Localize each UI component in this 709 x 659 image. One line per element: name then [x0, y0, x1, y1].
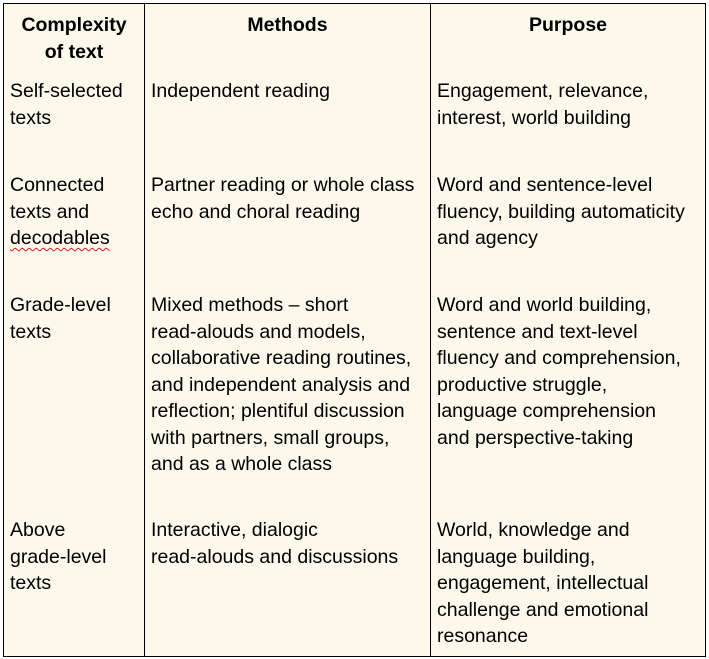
row3-methods-line-5: reflection; plentiful discussion: [151, 400, 405, 422]
row4-purpose: [437, 517, 648, 650]
row4-methods: [151, 517, 398, 570]
row3-purpose-line-3: fluency and comprehension,: [437, 347, 681, 369]
row3-methods-line-6: with partners, small groups,: [151, 426, 390, 449]
header-purpose-line-1: Purpose: [528, 14, 608, 36]
row3-complexity-line-1: Grade-level: [10, 294, 111, 316]
row1-complexity-line-2: texts: [10, 106, 52, 129]
row3-purpose-line-4: productive struggle,: [437, 373, 608, 396]
row4-purpose-line-2: language building,: [437, 545, 596, 568]
row2-purpose-line-1: Word and sentence-level: [437, 174, 653, 196]
row2-complexity: [10, 172, 110, 252]
row3-methods: [151, 292, 411, 478]
row2-methods-line-1: Partner reading or whole class: [151, 174, 415, 196]
row2-complexity-line-3: decodables: [10, 227, 110, 249]
row3-methods-line-1: Mixed methods – short: [151, 294, 349, 316]
row3-purpose-line-1: Word and world building,: [437, 294, 652, 316]
row4-complexity: [10, 517, 106, 597]
row1-complexity-line-1: Self-selected: [10, 80, 123, 102]
header-complexity-line-1: Complexity: [21, 14, 127, 36]
row3-methods-line-4: and independent analysis and: [151, 373, 411, 396]
column-divider-1: [144, 4, 145, 656]
row3-methods-line-2: read-alouds and models,: [151, 320, 366, 343]
row4-purpose-line-5: resonance: [437, 625, 529, 647]
header-complexity-line-2: of text: [44, 40, 104, 63]
row4-purpose-line-3: engagement, intellectual: [437, 572, 649, 594]
row2-complexity-line-2: texts and: [10, 200, 90, 223]
row1-methods-line-1: Independent reading: [151, 80, 330, 102]
row2-methods: [151, 172, 414, 225]
row3-methods-line-7: and as a whole class: [151, 453, 333, 475]
header-methods-line-1: Methods: [247, 14, 328, 36]
reading-methods-table: [3, 3, 706, 657]
row1-complexity: [10, 78, 123, 131]
row2-purpose-line-2: fluency, building automaticity: [437, 200, 685, 223]
row4-methods-line-1: Interactive, dialogic: [151, 519, 318, 541]
row2-purpose-line-3: and agency: [437, 227, 538, 249]
row2-purpose: [437, 172, 685, 252]
row2-methods-line-2: echo and choral reading: [151, 200, 361, 223]
row3-purpose-line-5: language comprehension: [437, 400, 656, 422]
row4-complexity-line-3: texts: [10, 572, 52, 594]
header-purpose: [431, 12, 705, 39]
row3-purpose-line-2: sentence and text-level: [437, 320, 638, 343]
row3-complexity-line-2: texts: [10, 320, 52, 343]
header-methods: [145, 12, 430, 39]
row4-complexity-line-2: grade-level: [10, 545, 107, 568]
row4-complexity-line-1: Above: [10, 519, 66, 541]
header-complexity: [4, 12, 144, 65]
row3-methods-line-3: collaborative reading routines,: [151, 347, 412, 369]
row1-purpose-line-1: Engagement, relevance,: [437, 80, 649, 102]
row4-purpose-line-1: World, knowledge and: [437, 519, 630, 541]
row1-purpose-line-2: interest, world building: [437, 106, 632, 129]
row3-complexity: [10, 292, 111, 345]
row1-methods: [151, 78, 330, 105]
row2-complexity-line-1: Connected: [10, 174, 105, 196]
column-divider-2: [430, 4, 431, 656]
row4-methods-line-2: read-alouds and discussions: [151, 545, 399, 568]
row4-purpose-line-4: challenge and emotional: [437, 598, 649, 621]
row1-purpose: [437, 78, 648, 131]
row3-purpose: [437, 292, 681, 451]
row3-purpose-line-6: and perspective-taking: [437, 426, 634, 449]
